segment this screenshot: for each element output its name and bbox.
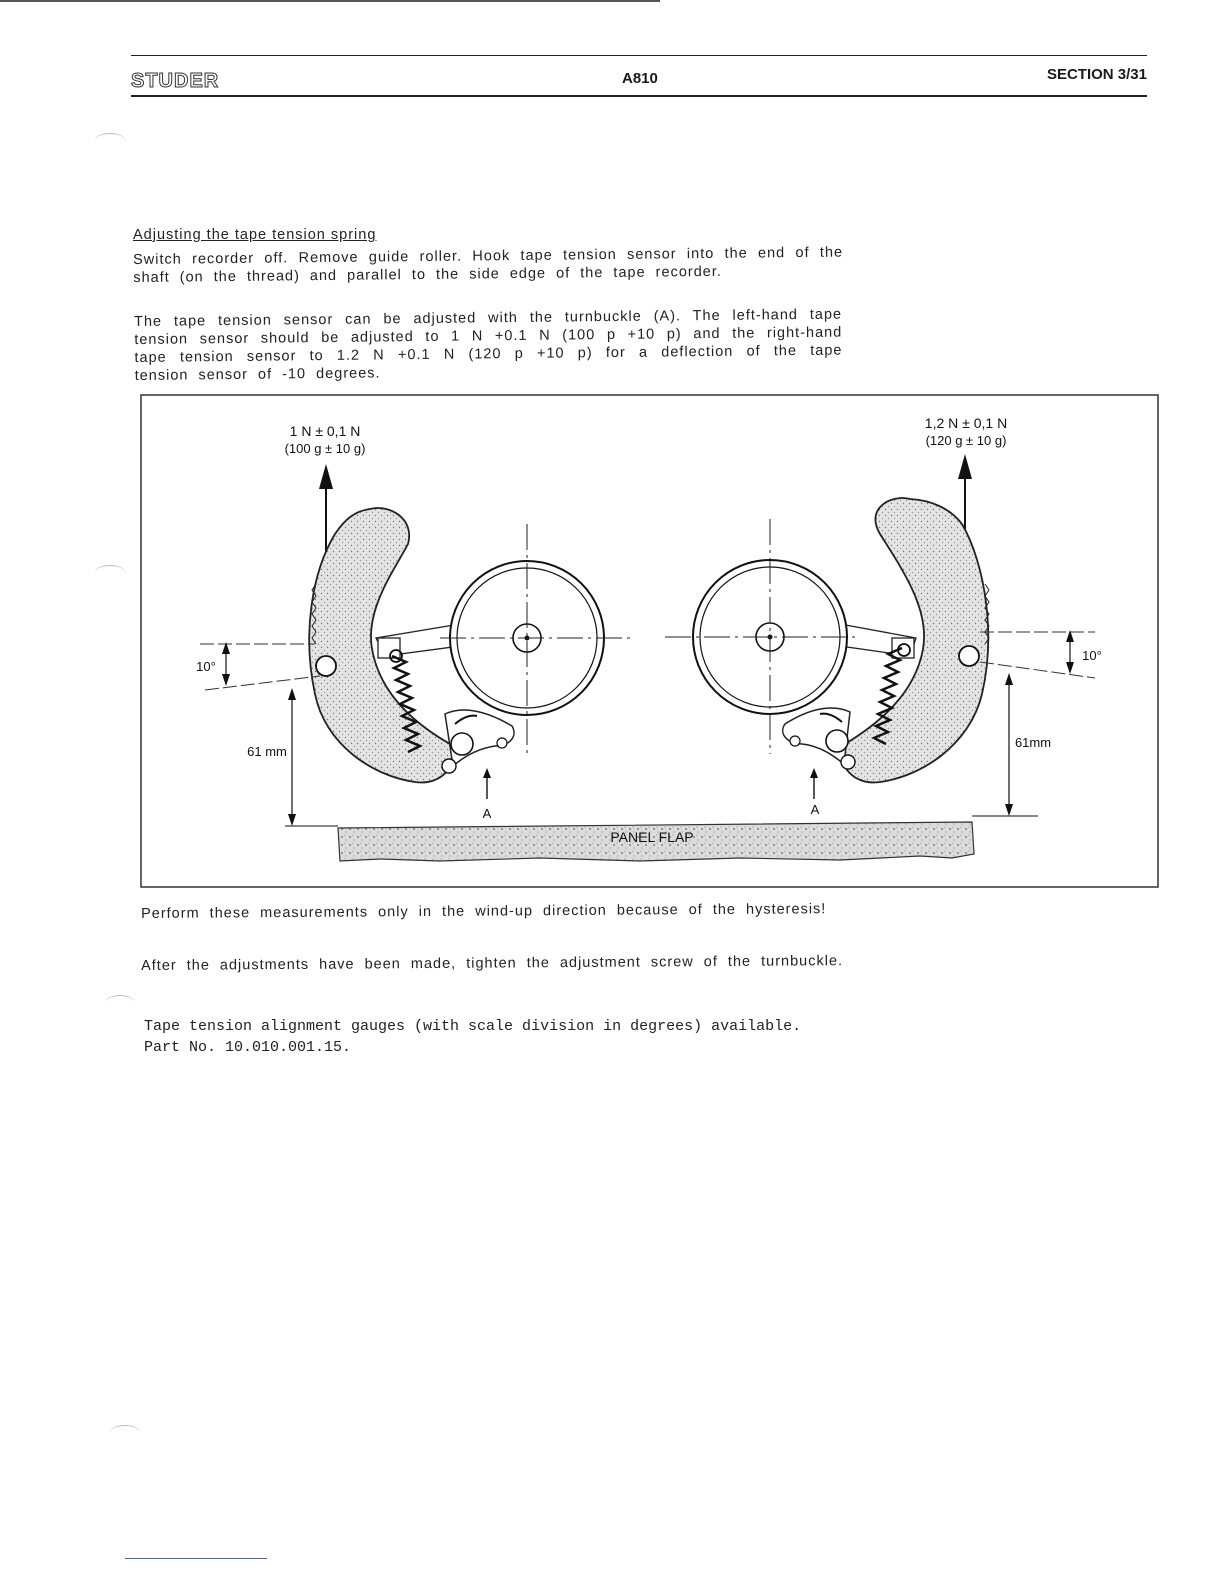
right-height-label: 61mm bbox=[1014, 735, 1052, 750]
left-height-label: 61 mm bbox=[247, 744, 287, 759]
left-height-arrow-bottom bbox=[288, 814, 296, 826]
section-heading: Adjusting the tape tension spring bbox=[133, 227, 377, 243]
right-spring-anchor bbox=[841, 755, 855, 769]
paragraph-hysteresis-note: Perform these measurements only in the wind-up direction because of the hysteresis! bbox=[141, 901, 827, 922]
gauge-availability-note: Tape tension alignment gauges (with scale division in degrees) available. bbox=[144, 1018, 802, 1035]
left-turnbuckle-screw bbox=[451, 733, 473, 755]
scan-artifact bbox=[105, 995, 135, 1010]
panel-flap-label: PANEL FLAP bbox=[610, 829, 694, 845]
right-angle-label: 10° bbox=[1082, 648, 1102, 663]
left-angle-line-bottom bbox=[205, 676, 320, 690]
header-rule-top bbox=[131, 55, 1147, 56]
page-bottom-rule bbox=[125, 1558, 267, 1559]
right-angle-line-bottom bbox=[980, 662, 1095, 678]
left-sensor-pin bbox=[316, 656, 336, 676]
right-lever-block bbox=[892, 638, 914, 658]
left-turnbuckle-label: A bbox=[482, 806, 492, 821]
right-force-label: 1,2 N ± 0,1 N bbox=[924, 415, 1008, 431]
part-number: Part No. 10.010.001.15. bbox=[144, 1039, 352, 1056]
left-arrowhead bbox=[319, 464, 333, 489]
left-force-label: 1 N ± 0,1 N bbox=[289, 423, 361, 439]
paragraph-tighten-screw: After the adjustments have been made, tighten the adjustment screw of the turnbuckle. bbox=[141, 953, 844, 974]
figure-frame bbox=[141, 395, 1158, 887]
left-spring-anchor bbox=[442, 759, 456, 773]
studer-logo: STUDER bbox=[131, 70, 220, 92]
paragraph-instructions: Switch recorder off. Remove guide roller. Hook tape tension sensor into the end of the shaft (on the thread) and parallel to the side edge of the tape recorder. bbox=[133, 244, 844, 286]
left-turnbuckle-pivot bbox=[497, 738, 507, 748]
left-lever-block bbox=[378, 638, 400, 658]
left-a-arrowhead bbox=[483, 768, 491, 778]
left-mass-label: (100 g ± 10 g) bbox=[284, 441, 366, 456]
header-rule-bottom bbox=[131, 95, 1147, 97]
scan-artifact bbox=[95, 565, 125, 580]
tape-tension-diagram bbox=[140, 394, 1159, 888]
right-mass-label: (120 g ± 10 g) bbox=[925, 433, 1007, 448]
right-angle-arrow-down bbox=[1066, 662, 1074, 674]
right-height-arrow-bottom bbox=[1005, 804, 1013, 816]
right-a-arrowhead bbox=[810, 768, 818, 778]
scan-top-edge bbox=[0, 0, 660, 2]
scan-artifact bbox=[95, 133, 125, 148]
section-number: SECTION 3/31 bbox=[1046, 66, 1147, 83]
paragraph-adjustment: The tape tension sensor can be adjusted with the turnbuckle (A). The left-hand tape tension sensor should be adjusted to 1 N +0.1 N (100 p +10 p) and the right-hand tape tension sensor to 1.2 N +0.1 N (120 p +10 p) for a deflection of the tape tension sensor of -10 degrees. bbox=[134, 306, 843, 384]
left-angle-arrow-down bbox=[222, 674, 230, 686]
right-turnbuckle-screw bbox=[826, 730, 848, 752]
right-sensor-pin bbox=[959, 646, 979, 666]
left-angle-label: 10° bbox=[196, 659, 216, 674]
right-arrowhead bbox=[958, 454, 972, 479]
scan-artifact bbox=[110, 1425, 140, 1440]
right-height-arrow-top bbox=[1005, 673, 1013, 685]
right-turnbuckle-pivot bbox=[790, 736, 800, 746]
model-label: A810 bbox=[622, 70, 658, 87]
left-height-arrow-top bbox=[288, 688, 296, 700]
right-turnbuckle-label: A bbox=[810, 802, 820, 817]
